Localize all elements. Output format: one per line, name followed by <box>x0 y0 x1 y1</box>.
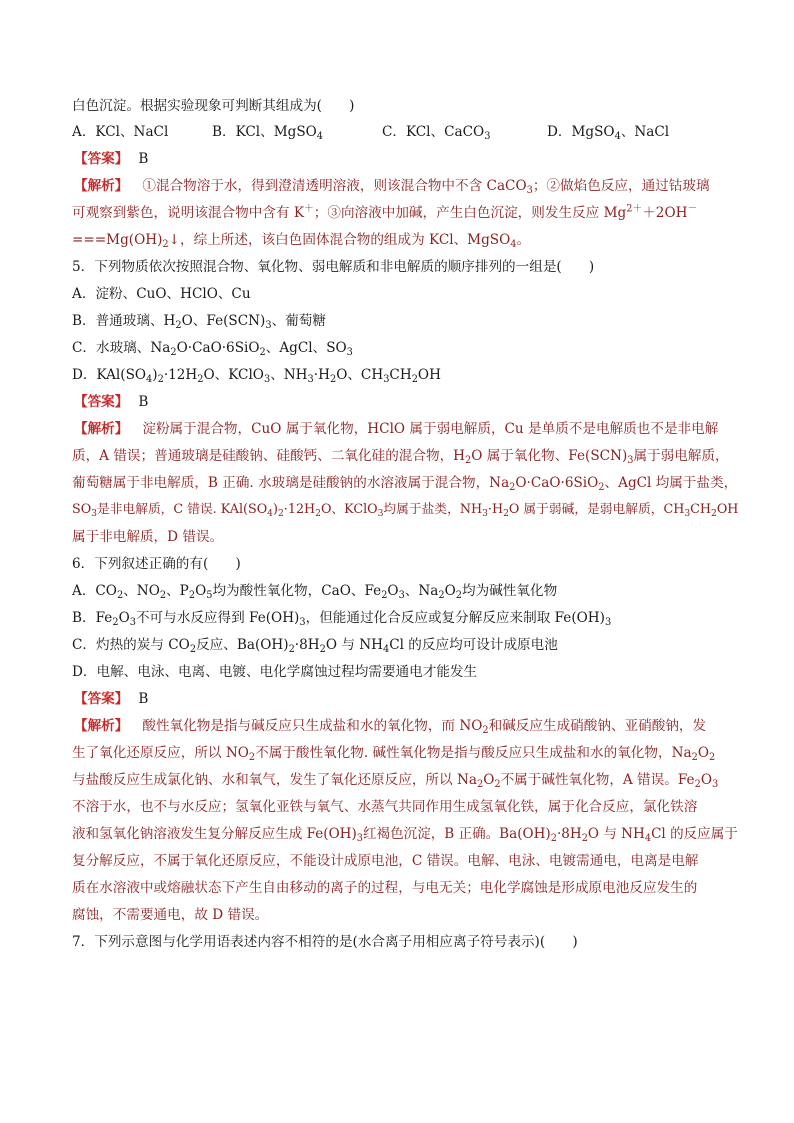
formula-sub: 2 <box>581 833 588 845</box>
text-run: ↓，综上所述，该白色固体混合物的组成为 KCl、MgSO <box>168 232 511 248</box>
formula-sub: 5 <box>206 590 213 602</box>
text-run: 不属于碱性氧化物，A 错误。Fe <box>500 772 695 788</box>
text-line <box>72 98 738 114</box>
formula-sub: 2 <box>711 507 717 519</box>
answer-line <box>72 394 738 410</box>
text-run: ) <box>152 367 158 383</box>
formula-sub: 2 <box>112 617 119 629</box>
text-run: SO <box>72 502 92 517</box>
text-run: 腐蚀，不需要通电，故 D 错误。 <box>72 907 269 923</box>
text-run: 、NO <box>123 583 160 599</box>
formula-sup: － <box>687 203 698 215</box>
formula-sub: 3 <box>129 617 136 629</box>
text-run: ，但能通过化合反应或复分解反应来制取 Fe(OH) <box>305 610 605 626</box>
text-run: O 与 NH <box>325 637 383 653</box>
formula-sub: 2 <box>116 590 124 602</box>
formula-sub: 2 <box>315 507 321 519</box>
formula-sub: 3 <box>263 374 271 386</box>
formula-sub: 3 <box>377 507 384 519</box>
text-run: O <box>483 772 495 788</box>
formula-sub: 3 <box>484 131 491 143</box>
text-run: O 与 NH <box>587 826 645 842</box>
text-run: Cl 的反应属于 <box>651 826 738 842</box>
text-run: 均为碱性氧化物 <box>462 583 558 599</box>
answer-value: B <box>138 151 149 167</box>
formula-sub: 2 <box>381 590 388 602</box>
text-run: 白色沉淀。根据实验现象可判断其组成为( ) <box>72 98 355 114</box>
formula-sub: 3 <box>307 374 314 386</box>
answer-label: 【答案】 <box>74 691 129 707</box>
text-run: ) <box>273 502 278 517</box>
formula-sub: 2 <box>598 482 605 494</box>
text-run: OH <box>417 367 441 383</box>
explanation-line <box>72 232 738 251</box>
explanation-line <box>72 205 738 221</box>
text-run: B．普通玻璃、H <box>72 313 176 329</box>
text-run: 淀粉属于混合物，CuO 属于氧化物，HClO 属于弱电解质，Cu 是单质不是电解质也不是非电解 <box>142 421 719 437</box>
text-run: 反应、Ba(OH) <box>196 637 289 653</box>
formula-sub: 3 <box>526 185 533 197</box>
formula-sub: 3 <box>299 617 306 629</box>
explanation-line <box>72 718 738 737</box>
text-run: D．MgSO <box>547 124 615 140</box>
formula-sub: 2 <box>476 779 484 791</box>
text-run: ·12H <box>283 502 316 517</box>
text-run: ·12H <box>163 367 198 383</box>
text-run: O、Fe(SCN) <box>181 313 266 329</box>
formula-sup: 2＋ <box>626 203 643 215</box>
text-run: O <box>118 610 130 626</box>
text-run: ；③向溶液中加碱，产生白色沉淀，则发生反应 Mg <box>313 205 627 221</box>
formula-sub: 2 <box>175 320 182 332</box>
formula-sub: 2 <box>157 374 164 386</box>
text-run: O、KClO <box>203 367 264 383</box>
text-run: 、Na <box>404 583 439 599</box>
formula-sub: 3 <box>383 374 390 386</box>
formula-sub: 3 <box>482 507 488 519</box>
text-run: ＋2OH <box>642 205 688 221</box>
text-run: 质，A 错误；普通玻璃是硅酸钠、硅酸钙、二氧化硅的混合物，H <box>72 448 466 464</box>
option-b <box>212 124 324 143</box>
formula-sub: 2 <box>170 347 177 359</box>
explanation-label: 【解析】 <box>74 421 129 437</box>
formula-sub: 2 <box>411 374 418 386</box>
text-run: O·CaO·6SiO <box>515 475 599 491</box>
text-run: O <box>195 583 207 599</box>
text-run: 红褐色沉淀，B 正确。Ba(OH) <box>363 826 551 842</box>
explanation-line <box>72 772 738 791</box>
explanation-line <box>72 826 738 845</box>
answer-line <box>72 151 738 167</box>
formula-sub: 3 <box>604 617 612 629</box>
text-line <box>72 313 738 332</box>
formula-sub: 3 <box>356 833 363 845</box>
text-run: A．KCl、NaCl <box>72 124 169 140</box>
text-run: C．KCl、CaCO <box>382 124 485 140</box>
text-run: Cl 的反应均可设计成原电池 <box>389 637 558 653</box>
text-run: ·H <box>313 367 330 383</box>
text-run: 、P <box>166 583 189 599</box>
formula-sub: 2 <box>162 239 169 251</box>
text-run: 6．下列叙述正确的有( ) <box>72 556 241 572</box>
formula-sub: 2 <box>509 482 516 494</box>
formula-sub: 2 <box>482 725 489 737</box>
formula-sub: 2 <box>188 590 196 602</box>
question-stem <box>72 556 738 572</box>
formula-sub: 2 <box>288 644 295 656</box>
text-run: O、KClO <box>320 502 378 517</box>
text-run: O <box>387 583 399 599</box>
formula-sub: 2 <box>438 590 445 602</box>
text-run: O 属于氧化物、Fe(SCN) <box>471 448 628 464</box>
text-run: 与盐酸反应生成氯化钠、水和氧气，发生了氧化还原反应，所以 Na <box>72 772 477 788</box>
formula-sub: 2 <box>159 590 167 602</box>
text-run: ·H <box>487 502 504 517</box>
text-run: CH <box>690 502 711 517</box>
formula-sub: 3 <box>398 590 405 602</box>
text-run: 7．下列示意图与化学用语表述内容不相符的是(水合离子用相应离子符号表示)( ) <box>72 934 578 950</box>
text-run: 、AgCl 均属于盐类， <box>604 475 738 491</box>
text-run: 5．下列物质依次按照混合物、氧化物、弱电解质和非电解质的顺序排列的一组是( ) <box>72 259 595 275</box>
text-run: 均为酸性氧化物，CaO、Fe <box>212 583 382 599</box>
formula-sub: 3 <box>265 320 272 332</box>
formula-sub: 2 <box>455 590 463 602</box>
explanation-label: 【解析】 <box>74 718 129 734</box>
text-run: C．灼热的炭与 CO <box>72 637 190 653</box>
text-run: C．水玻璃、Na <box>72 340 171 356</box>
text-run: 不溶于水，也不与水反应；氢氧化亚铁与氧气、水蒸气共同作用生成氢氧化铁，属于化合反应，氯化铁溶 <box>72 799 698 815</box>
text-run: 、NaCl <box>620 124 670 140</box>
explanation-line <box>72 529 738 545</box>
formula-sub: 4 <box>644 833 652 845</box>
text-run: ①混合物溶于水，得到澄清透明溶液，则该混合物中不含 CaCO <box>142 178 527 194</box>
formula-sub: 4 <box>146 374 153 386</box>
formula-sub: 3 <box>711 779 719 791</box>
formula-sub: 2 <box>503 507 509 519</box>
formula-sub: 2 <box>494 779 501 791</box>
answer-value: B <box>138 394 149 410</box>
formula-sub: 3 <box>91 507 97 519</box>
text-line <box>72 664 738 680</box>
formula-sub: 4 <box>267 507 273 519</box>
text-run: 不属于酸性氧化物. 碱性氧化物是指与酸反应只生成盐和水的氧化物，Na <box>255 745 692 761</box>
text-run: B．Fe <box>72 610 113 626</box>
formula-sub: 4 <box>383 644 390 656</box>
formula-sub: 2 <box>248 752 256 764</box>
text-run: O 属于弱碱，是弱电解质，CH <box>508 502 685 517</box>
formula-sub: 3 <box>627 455 634 467</box>
formula-sub: 2 <box>694 779 701 791</box>
explanation-line <box>72 421 738 437</box>
explanation-line <box>72 880 738 896</box>
text-line <box>72 583 738 602</box>
text-run: OH <box>716 502 739 517</box>
formula-sub: 2 <box>465 455 472 467</box>
formula-sub: 2 <box>691 752 698 764</box>
text-line <box>72 637 738 656</box>
text-run: D．KAl(SO <box>72 367 147 383</box>
text-run: 可观察到紫色，说明该混合物中含有 K <box>72 205 304 221</box>
formula-sub: 3 <box>346 347 353 359</box>
answer-label: 【答案】 <box>74 151 129 167</box>
text-run: ===Mg(OH) <box>72 232 163 248</box>
text-run: 、AgCl、SO <box>265 340 347 356</box>
text-run: O <box>697 745 709 761</box>
explanation-line <box>72 745 738 764</box>
text-run: D．电解、电泳、电离、电镀、电化学腐蚀过程均需要通电才能发生 <box>72 664 478 680</box>
text-run: A．CO <box>72 583 117 599</box>
explanation-line <box>72 853 738 869</box>
text-run: O <box>700 772 712 788</box>
text-run: 、NH <box>270 367 308 383</box>
text-line <box>72 367 738 386</box>
text-run: 酸性氧化物是指与碱反应只生成盐和水的氧化物，而 NO <box>142 718 483 734</box>
text-line <box>72 286 738 302</box>
formula-sub: 2 <box>259 347 266 359</box>
text-run: 。 <box>516 232 531 248</box>
text-line <box>72 610 738 629</box>
text-run: 复分解反应，不属于氧化还原反应，不能设计成原电池，C 错误。电解、电泳、电镀需通电，电离是电解 <box>72 853 699 869</box>
formula-sub: 4 <box>316 131 324 143</box>
formula-sub: 2 <box>189 644 197 656</box>
text-run: O、CH <box>336 367 384 383</box>
text-run: 质在水溶液中或熔融状态下产生自由移动的离子的过程，与电无关；电化学腐蚀是形成原电池反应发生的 <box>72 880 698 896</box>
answer-line <box>72 691 738 707</box>
text-run: 不可与水反应得到 Fe(OH) <box>135 610 300 626</box>
text-line <box>72 340 738 359</box>
explanation-line <box>72 502 738 517</box>
text-run: 、葡萄糖 <box>271 313 326 329</box>
text-run: 均属于盐类，NH <box>383 502 483 517</box>
text-run: ；②做焰色反应，通过钴玻璃 <box>532 178 710 194</box>
formula-sub: 4 <box>510 239 517 251</box>
text-run: A．淀粉、CuO、HClO、Cu <box>72 286 251 302</box>
formula-sub: 2 <box>550 833 557 845</box>
formula-sub: 4 <box>614 131 621 143</box>
explanation-line <box>72 907 738 923</box>
formula-sub: 2 <box>708 752 716 764</box>
text-run: 属于弱电解质， <box>633 448 729 464</box>
formula-sub: 2 <box>329 374 337 386</box>
explanation-line <box>72 475 738 494</box>
text-run: ·8H <box>294 637 320 653</box>
text-run: 液和氢氧化钠溶液发生复分解反应生成 Fe(OH) <box>72 826 357 842</box>
text-run: ·8H <box>556 826 582 842</box>
formula-sup: ＋ <box>303 203 314 215</box>
text-run: O <box>444 583 456 599</box>
question-stem <box>72 259 738 275</box>
text-run: B．KCl、MgSO <box>212 124 317 140</box>
text-run: 和碱反应生成硝酸钠、亚硝酸钠，发 <box>488 718 707 734</box>
explanation-line <box>72 448 738 467</box>
answer-value: B <box>138 691 149 707</box>
text-run: 葡萄糖属于非电解质，B 正确. 水玻璃是硅酸钠的水溶液属于混合物，Na <box>72 475 510 491</box>
explanation-line <box>72 799 738 815</box>
question-stem <box>72 934 738 950</box>
text-run: CH <box>389 367 412 383</box>
text-run: 属于非电解质，D 错误。 <box>72 529 224 545</box>
formula-sub: 2 <box>319 644 326 656</box>
text-run: 生了氧化还原反应，所以 NO <box>72 745 249 761</box>
text-run: 是非电解质，C 错误. KAl(SO <box>97 502 268 517</box>
option-a <box>72 124 168 140</box>
formula-sub: 2 <box>277 507 284 519</box>
answer-label: 【答案】 <box>74 394 129 410</box>
formula-sub: 2 <box>197 374 204 386</box>
explanation-label: 【解析】 <box>74 178 129 194</box>
explanation-line <box>72 178 738 197</box>
option-c <box>382 124 491 143</box>
formula-sub: 3 <box>684 507 691 519</box>
text-run: O·CaO·6SiO <box>176 340 260 356</box>
option-d <box>547 124 670 143</box>
